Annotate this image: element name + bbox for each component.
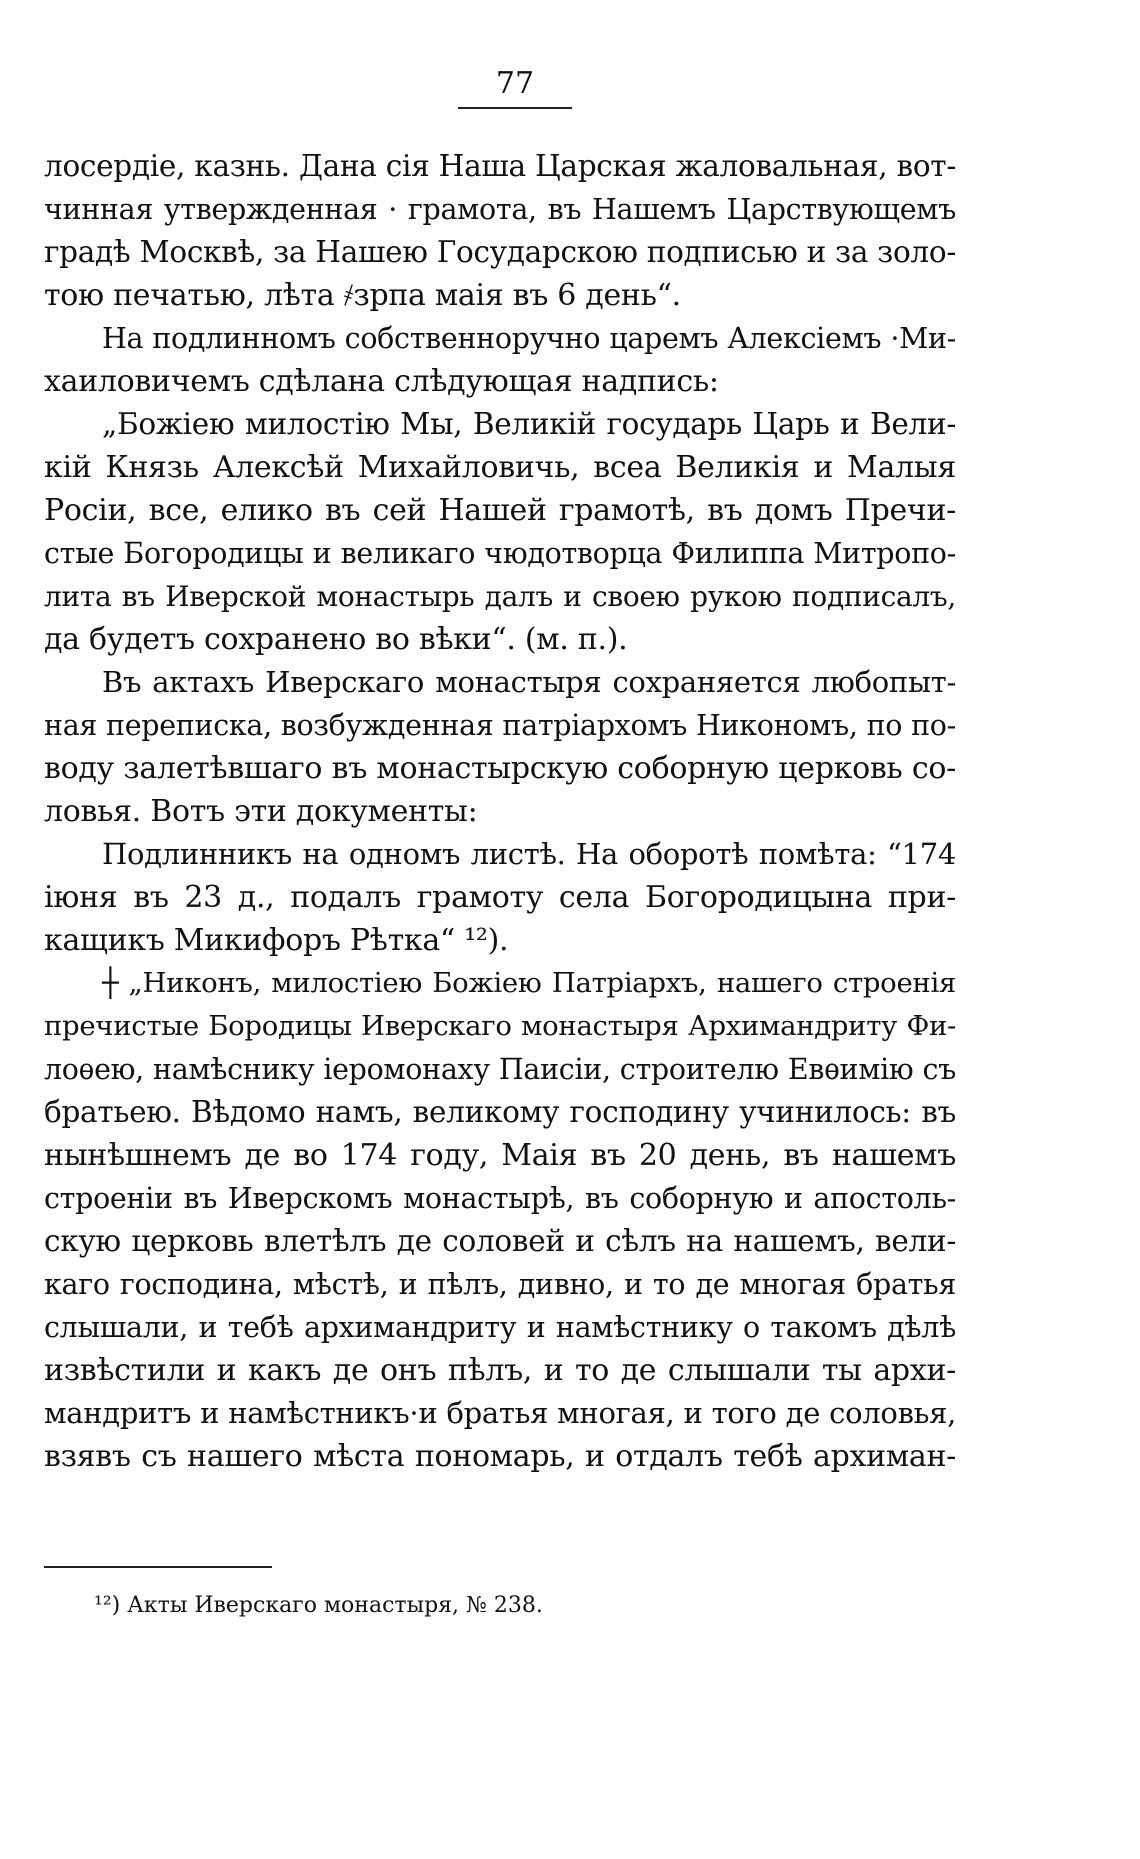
text-line: хаиловичемъ сдѣлана слѣдующая надпись: — [44, 364, 719, 399]
text-line: іюня въ 23 д., подалъ грамоту села Богородицына при- — [44, 880, 956, 915]
text-line: „Божіею милостію Мы, Великій государь Царь и Вели- — [102, 407, 956, 441]
text-line: градѣ Москвѣ, за Нашею Государскою подписью и за золо- — [44, 235, 956, 269]
text-line: ловья. Вотъ эти документы: — [44, 794, 478, 829]
text-line: лита въ Иверской монастырь далъ и своею рукою подписалъ, — [44, 580, 956, 613]
footnote-marker: ¹²) — [94, 1593, 121, 1618]
page-number-rule — [458, 107, 572, 109]
text-line: На подлинномъ собственноручно царемъ Алексіемъ ·Ми- — [102, 322, 956, 355]
text-line: ┼ „Никонъ, милостіею Божіею Патріархъ, нашего строенія — [102, 967, 956, 999]
paragraph-original-note — [44, 833, 956, 962]
text-line: скую церковь влетѣлъ де соловей и сѣлъ на нашемъ, вели- — [44, 1224, 956, 1258]
page-number: 77 — [495, 66, 535, 101]
paragraph-nikon-letter — [44, 962, 956, 1478]
text-line: каго господина, мѣстѣ, и пѣлъ, дивно, и то де многая братья — [44, 1268, 956, 1301]
text-line: братьею. Вѣдомо намъ, великому господину учинилось: въ — [44, 1095, 956, 1129]
text-line: воду залетѣвшаго въ монастырскую соборную церковь со- — [44, 751, 956, 786]
text-line: строеніи въ Иверскомъ монастырѣ, въ соборную и апостоль- — [44, 1182, 956, 1215]
paragraph-charter-end — [44, 145, 956, 317]
paragraph-tsar-inscription — [44, 403, 956, 661]
text-line: лосердіе, казнь. Дана сія Наша Царская жаловальная, вот- — [44, 149, 956, 183]
text-line: Въ актахъ Иверскаго монастыря сохраняется любопыт- — [102, 665, 956, 699]
body-text — [44, 145, 956, 1478]
text-line: да будетъ сохранено во вѣки“. (м. п.). — [44, 622, 628, 657]
footnote — [94, 1592, 543, 1620]
text-line: кій Князь Алексѣй Михайловичь, всеа Великія и Малыя — [44, 450, 956, 485]
text-line: лоѳею, намѣснику іеромонаху Паисіи, строителю Евѳимію съ — [44, 1053, 956, 1086]
text-line: слышали, и тебѣ архимандриту и намѣстнику о такомъ дѣлѣ — [44, 1311, 956, 1344]
text-line: пречистые Бородицы Иверскаго монастыря Архимандриту Фи- — [44, 1010, 956, 1042]
text-line: мандритъ и намѣстникъ·и братья многая, и того де соловья, — [44, 1396, 956, 1430]
paragraph-tsar-inscription-intro — [44, 317, 956, 403]
text-line: Росіи, все, елико въ сей Нашей грамотѣ, въ домъ Пречи- — [44, 493, 956, 528]
text-line: кащикъ Микифоръ Рѣтка“ ¹²). — [44, 923, 509, 958]
text-line: тою печатью, лѣта ҂зрпа маія въ 6 день“. — [44, 278, 681, 313]
text-line: нынѣшнемъ де во 174 году, Маія въ 20 день, въ нашемъ — [44, 1138, 956, 1173]
text-line: стые Богородицы и великаго чюдотворца Филиппа Митропо- — [44, 537, 956, 570]
footnote-text: Акты Иверскаго монастыря, № 238. — [127, 1593, 543, 1618]
paragraph-monastery-acts — [44, 661, 956, 833]
text-line: ная переписка, возбужденная патріархомъ Никономъ, по по- — [44, 709, 956, 742]
text-line: чинная утвержденная · грамота, въ Нашемъ Царствующемъ — [44, 193, 956, 226]
text-line: Подлинникъ на одномъ листѣ. На оборотѣ помѣта: “174 — [102, 837, 956, 871]
text-line: извѣстили и какъ де онъ пѣлъ, и то де слышали ты архи- — [44, 1353, 956, 1388]
text-line: взявъ съ нашего мѣста пономарь, и отдалъ тебѣ архиман- — [44, 1439, 956, 1474]
footnote-rule — [44, 1566, 272, 1568]
